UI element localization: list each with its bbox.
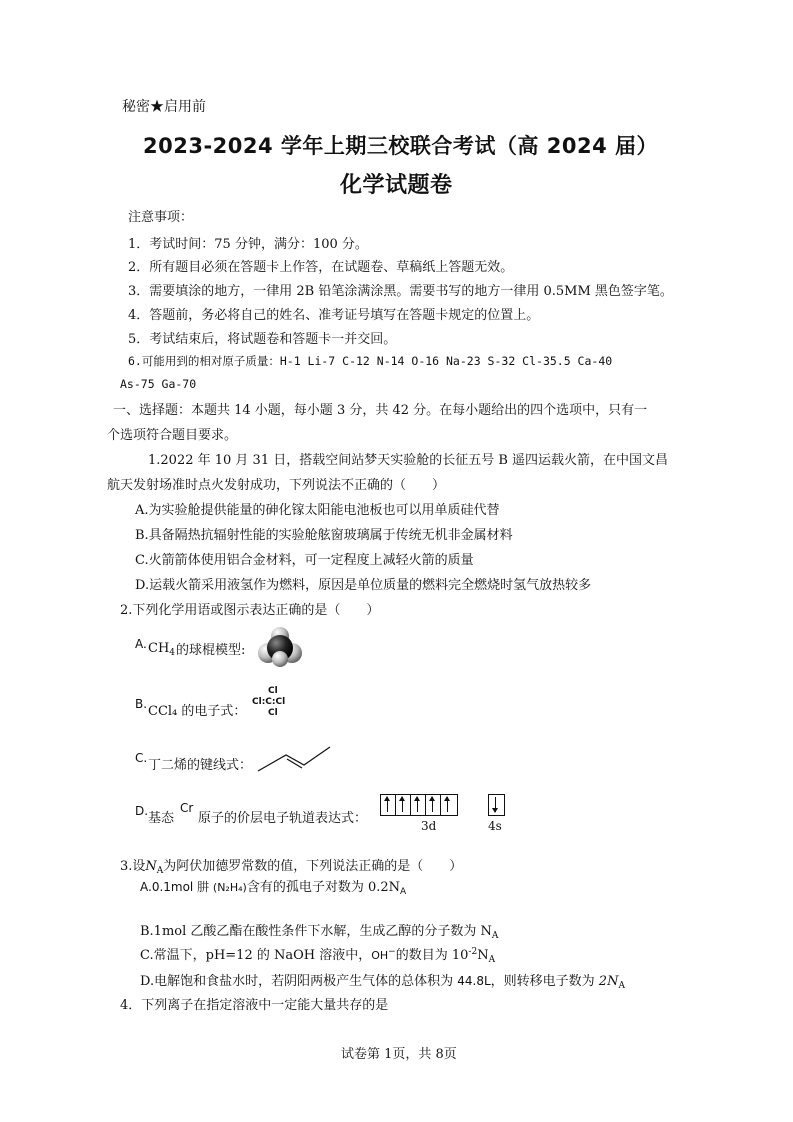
- electron-formula-top: Cl: [268, 686, 278, 696]
- q2-stem: 2.下列化学用语或图示表达正确的是（ ）: [120, 603, 380, 618]
- q2-option-d-prefix: D.: [135, 804, 149, 818]
- q2-option-a-formula: $CH_4$: [148, 641, 176, 658]
- spin-down-icon: [495, 797, 496, 812]
- q2-option-c-text: 丁二烯的键线式：: [148, 758, 253, 773]
- q1-option-a: A.为实验舱提供能量的砷化镓太阳能电池板也可以用单质硅代替: [135, 503, 500, 518]
- spin-up-icon: [432, 797, 433, 812]
- atomic-masses-line2: As-75 Ga-70: [120, 377, 197, 391]
- q2-option-d-text1: 基态: [148, 811, 175, 826]
- orbital-label-4s: 4s: [488, 819, 502, 833]
- exam-subtitle: 化学试题卷: [340, 173, 453, 198]
- notes-heading: 注意事项：: [128, 210, 194, 225]
- q2-option-b-text: CCl₄ 的电子式：: [148, 704, 247, 719]
- q2-option-b-prefix: B.: [135, 697, 148, 711]
- exam-title: 2023-2024 学年上期三校联合考试（高 2024 届）: [143, 134, 658, 158]
- electron-formula-mid: Cl:C:Cl: [252, 697, 286, 707]
- section-heading-line2: 个选项符合题目要求。: [107, 428, 238, 443]
- spin-up-icon: [417, 797, 418, 812]
- section-heading-line1: 一、选择题：本题共 14 小题，每小题 3 分，共 42 分。在每小题给出的四个选项中，只有一: [113, 403, 648, 418]
- page-footer: 试卷第 1页，共 8页: [341, 1047, 457, 1062]
- q1-option-c: C.火箭箭体使用铝合金材料，可一定程度上减轻火箭的质量: [135, 553, 474, 568]
- note-item-1: 1．考试时间：75 分钟，满分：100 分。: [128, 237, 368, 252]
- q2-option-a-prefix: A.: [135, 637, 147, 651]
- spin-up-icon: [447, 797, 448, 812]
- q3-option-a: A.0.1mol 肼 (N₂H₄)含有的孤电子对数为 $0.2N_A$: [140, 880, 407, 897]
- q1-option-b: B.具备隔热抗辐射性能的实验舱舷窗玻璃属于传统无机非金属材料: [135, 528, 513, 543]
- secret-label: 秘密★启用前: [122, 99, 206, 115]
- q4-stem: 4．下列离子在指定溶液中一定能大量共存的是: [120, 998, 389, 1013]
- spin-up-icon: [387, 797, 388, 812]
- q1-option-d: D.运载火箭采用液氢作为燃料，原因是单位质量的燃料完全燃烧时氢气放热较多: [135, 578, 592, 593]
- orbital-3d-box: [380, 794, 458, 816]
- q1-stem-line1: 1.2022 年 10 月 31 日，搭载空间站梦天实验舱的长征五号 B 遥四运载火箭，在中国文昌: [148, 453, 669, 468]
- orbital-4s-box: [488, 794, 505, 816]
- note-item-3: 3．需要填涂的地方，一律用 2B 铅笔涂满涂黑。需要书写的地方一律用 0.5MM 黑色签字笔。: [128, 284, 673, 299]
- q3-option-d: D.电解饱和食盐水时，若阴阳两极产生气体的总体积为 44.8L，则转移电子数为 $2N_A$: [140, 974, 625, 991]
- q2-option-d-element: Cr: [180, 801, 194, 815]
- note-item-4: 4．答题前，务必将自己的姓名、准考证号填写在答题卡规定的位置上。: [128, 308, 540, 323]
- electron-formula-diagram: [252, 686, 285, 719]
- note-item-2: 2．所有题目必须在答题卡上作答，在试题卷、草稿纸上答题无效。: [128, 260, 514, 275]
- note-item-5: 5．考试结束后，将试题卷和答题卡一并交回。: [128, 332, 397, 347]
- q2-option-a-text: 的球棍模型:: [176, 643, 246, 658]
- q2-option-c-prefix: C.: [135, 751, 148, 765]
- q1-stem-line2: 航天发射场准时点火发射成功，下列说法不正确的（ ）: [107, 478, 446, 493]
- spin-up-icon: [402, 797, 403, 812]
- butadiene-skeletal-icon: [256, 744, 334, 774]
- q3-option-b: B.1mol 乙酸乙酯在酸性条件下水解，生成乙醇的分子数为 $N_A$: [140, 924, 499, 941]
- orbital-label-3d: 3d: [421, 819, 437, 833]
- ball-stick-model-icon: [256, 626, 304, 668]
- q3-stem: 3.设$N_A$为阿伏加德罗常数的值，下列说法正确的是（ ）: [120, 859, 463, 876]
- electron-formula-bottom: Cl: [268, 708, 278, 718]
- atomic-masses-line1: 6.可能用到的相对原子质量：H-1 Li-7 C-12 N-14 O-16 Na-23 S-32 Cl-35.5 Ca-40: [128, 354, 613, 368]
- q3-option-c: C.常温下，pH=12 的 NaOH 溶液中，OH−的数目为 $10^{-2}N_A$: [140, 947, 496, 965]
- q2-option-d-text2: 原子的价层电子轨道表达式：: [198, 811, 368, 826]
